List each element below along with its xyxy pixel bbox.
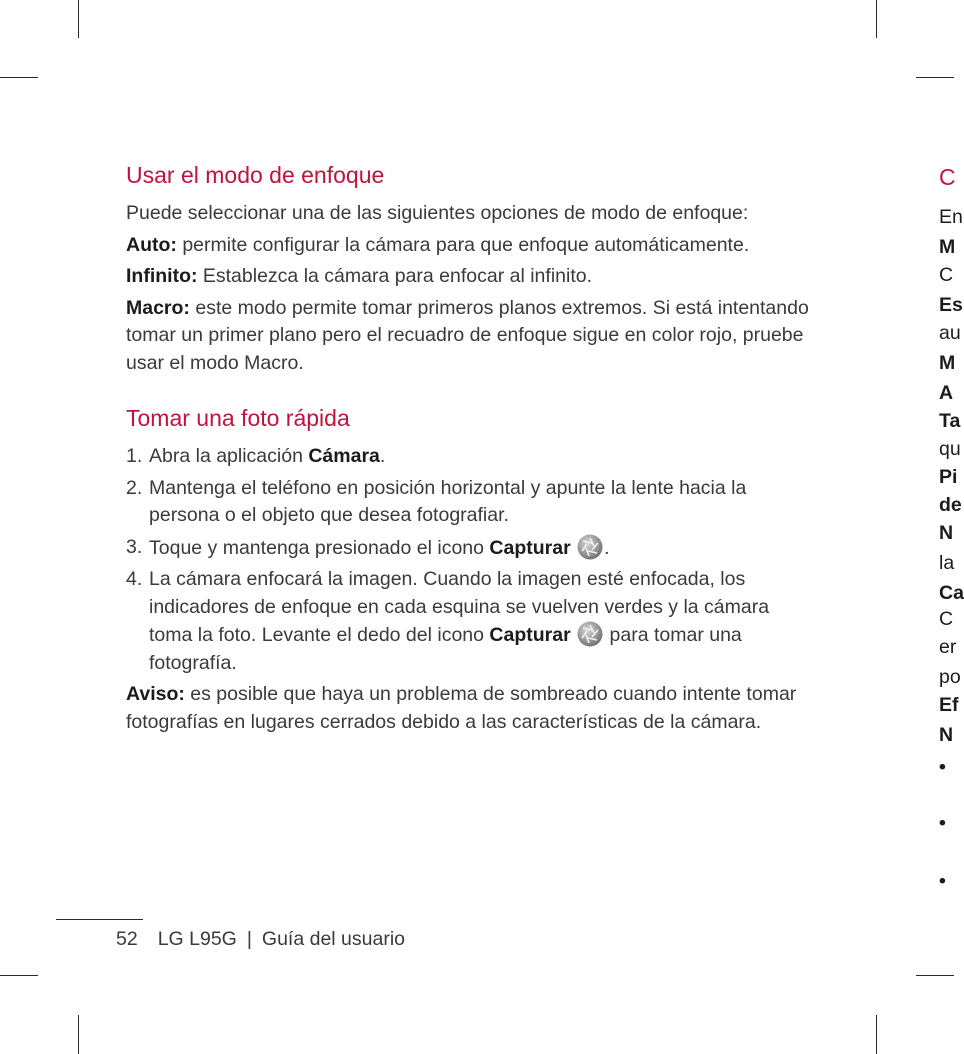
step4-text: La cámara enfocará la imagen. Cuando la imagen esté enfocada, los indicadores de enfoque en cada esquina se vuelven verdes y la cámara toma la foto. Levante el dedo del icono [149, 568, 770, 646]
step2-text: Mantenga el teléfono en posición horizontal y apunte la lente hacia la persona o el objeto que desea fotografiar. [149, 476, 747, 526]
crop-mark [876, 0, 877, 38]
auto-text: permite configurar la cámara para que enfoque automáticamente. [176, 233, 750, 256]
auto-label: Auto: [126, 233, 177, 256]
clipped-text: N [939, 724, 954, 746]
list-item [126, 443, 816, 471]
clipped-text: C [939, 608, 954, 630]
clipped-text: Ef [939, 694, 959, 716]
clipped-text: N [939, 522, 954, 544]
clipped-text: er [939, 636, 957, 658]
main-column [126, 160, 816, 736]
step-number: 1. [126, 445, 143, 467]
clipped-text: au [939, 322, 961, 344]
clipped-bullet: • [939, 870, 946, 892]
list-item [126, 475, 816, 530]
clipped-text: Es [939, 294, 963, 316]
focus-option-macro [126, 295, 816, 378]
step4-end: para tomar una fotografía. [149, 624, 742, 674]
clipped-text: qu [939, 438, 961, 460]
focus-intro: Puede seleccionar una de las siguientes opciones de modo de enfoque: [126, 202, 749, 224]
aviso-label: Aviso: [126, 683, 185, 705]
focus-option-infinito [126, 263, 816, 291]
step-number: 2. [126, 476, 143, 499]
step3-text: Toque y mantenga presionado el icono [149, 536, 490, 559]
next-page-fragment [939, 160, 964, 920]
clipped-text: la [939, 552, 955, 574]
camera-shutter-icon [577, 534, 603, 560]
macro-text: este modo permite tomar primeros planos extremos. Si está intentando tomar un primer plano pero el recuadro de enfoque sigue en color rojo, pruebe usar el modo Macro. [126, 296, 809, 374]
step3-end: . [604, 536, 610, 559]
product-name: LG L95G [157, 928, 237, 950]
step1-text: Abra la aplicación [149, 445, 309, 467]
clipped-text: A [939, 382, 954, 404]
clipped-text: C [939, 264, 954, 286]
crop-mark [916, 77, 954, 78]
focus-option-auto [126, 232, 816, 260]
capture-label: Capturar [489, 536, 571, 559]
camera-app-name: Cámara [308, 445, 380, 467]
section-heading-focus-mode: Usar el modo de enfoque [126, 162, 385, 188]
clipped-text: po [939, 666, 961, 688]
crop-mark [78, 0, 79, 38]
infinito-label: Infinito: [126, 265, 198, 287]
list-item [126, 534, 816, 563]
page-number: 52 [116, 928, 138, 950]
clipped-bullet: • [939, 756, 946, 778]
crop-mark [78, 1015, 79, 1054]
section-heading-quick-photo: Tomar una foto rápida [126, 405, 350, 431]
clipped-text: Ta [939, 410, 961, 432]
clipped-text: M [939, 236, 956, 258]
clipped-text: Ca [939, 582, 964, 604]
infinito-text: Establezca la cámara para enfocar al infinito. [197, 265, 593, 287]
clipped-text: M [939, 352, 956, 374]
footer-separator: | [246, 928, 252, 950]
page-footer [116, 928, 405, 951]
camera-shutter-icon [577, 621, 603, 647]
footer-rule [56, 919, 143, 920]
aviso-text: es posible que haya un problema de sombreado cuando intente tomar fotografías en lugares cerrados debido a las características de la cámara. [126, 683, 797, 733]
clipped-heading: C [939, 164, 956, 190]
crop-mark [0, 77, 38, 78]
steps-list [126, 443, 816, 677]
clipped-bullet: • [939, 812, 946, 834]
clipped-text: En [939, 206, 963, 228]
step-number: 4. [126, 568, 143, 590]
step-number: 3. [126, 535, 143, 558]
macro-label: Macro: [126, 296, 190, 319]
crop-mark [876, 1015, 877, 1054]
crop-mark [916, 975, 954, 976]
crop-mark [0, 975, 38, 976]
notice-paragraph [126, 681, 816, 736]
guide-title: Guía del usuario [261, 928, 406, 950]
capture-label: Capturar [489, 624, 571, 646]
clipped-text: Pi [939, 466, 958, 488]
step1-end: . [379, 445, 386, 467]
clipped-text: de [939, 494, 962, 516]
list-item [126, 566, 816, 677]
